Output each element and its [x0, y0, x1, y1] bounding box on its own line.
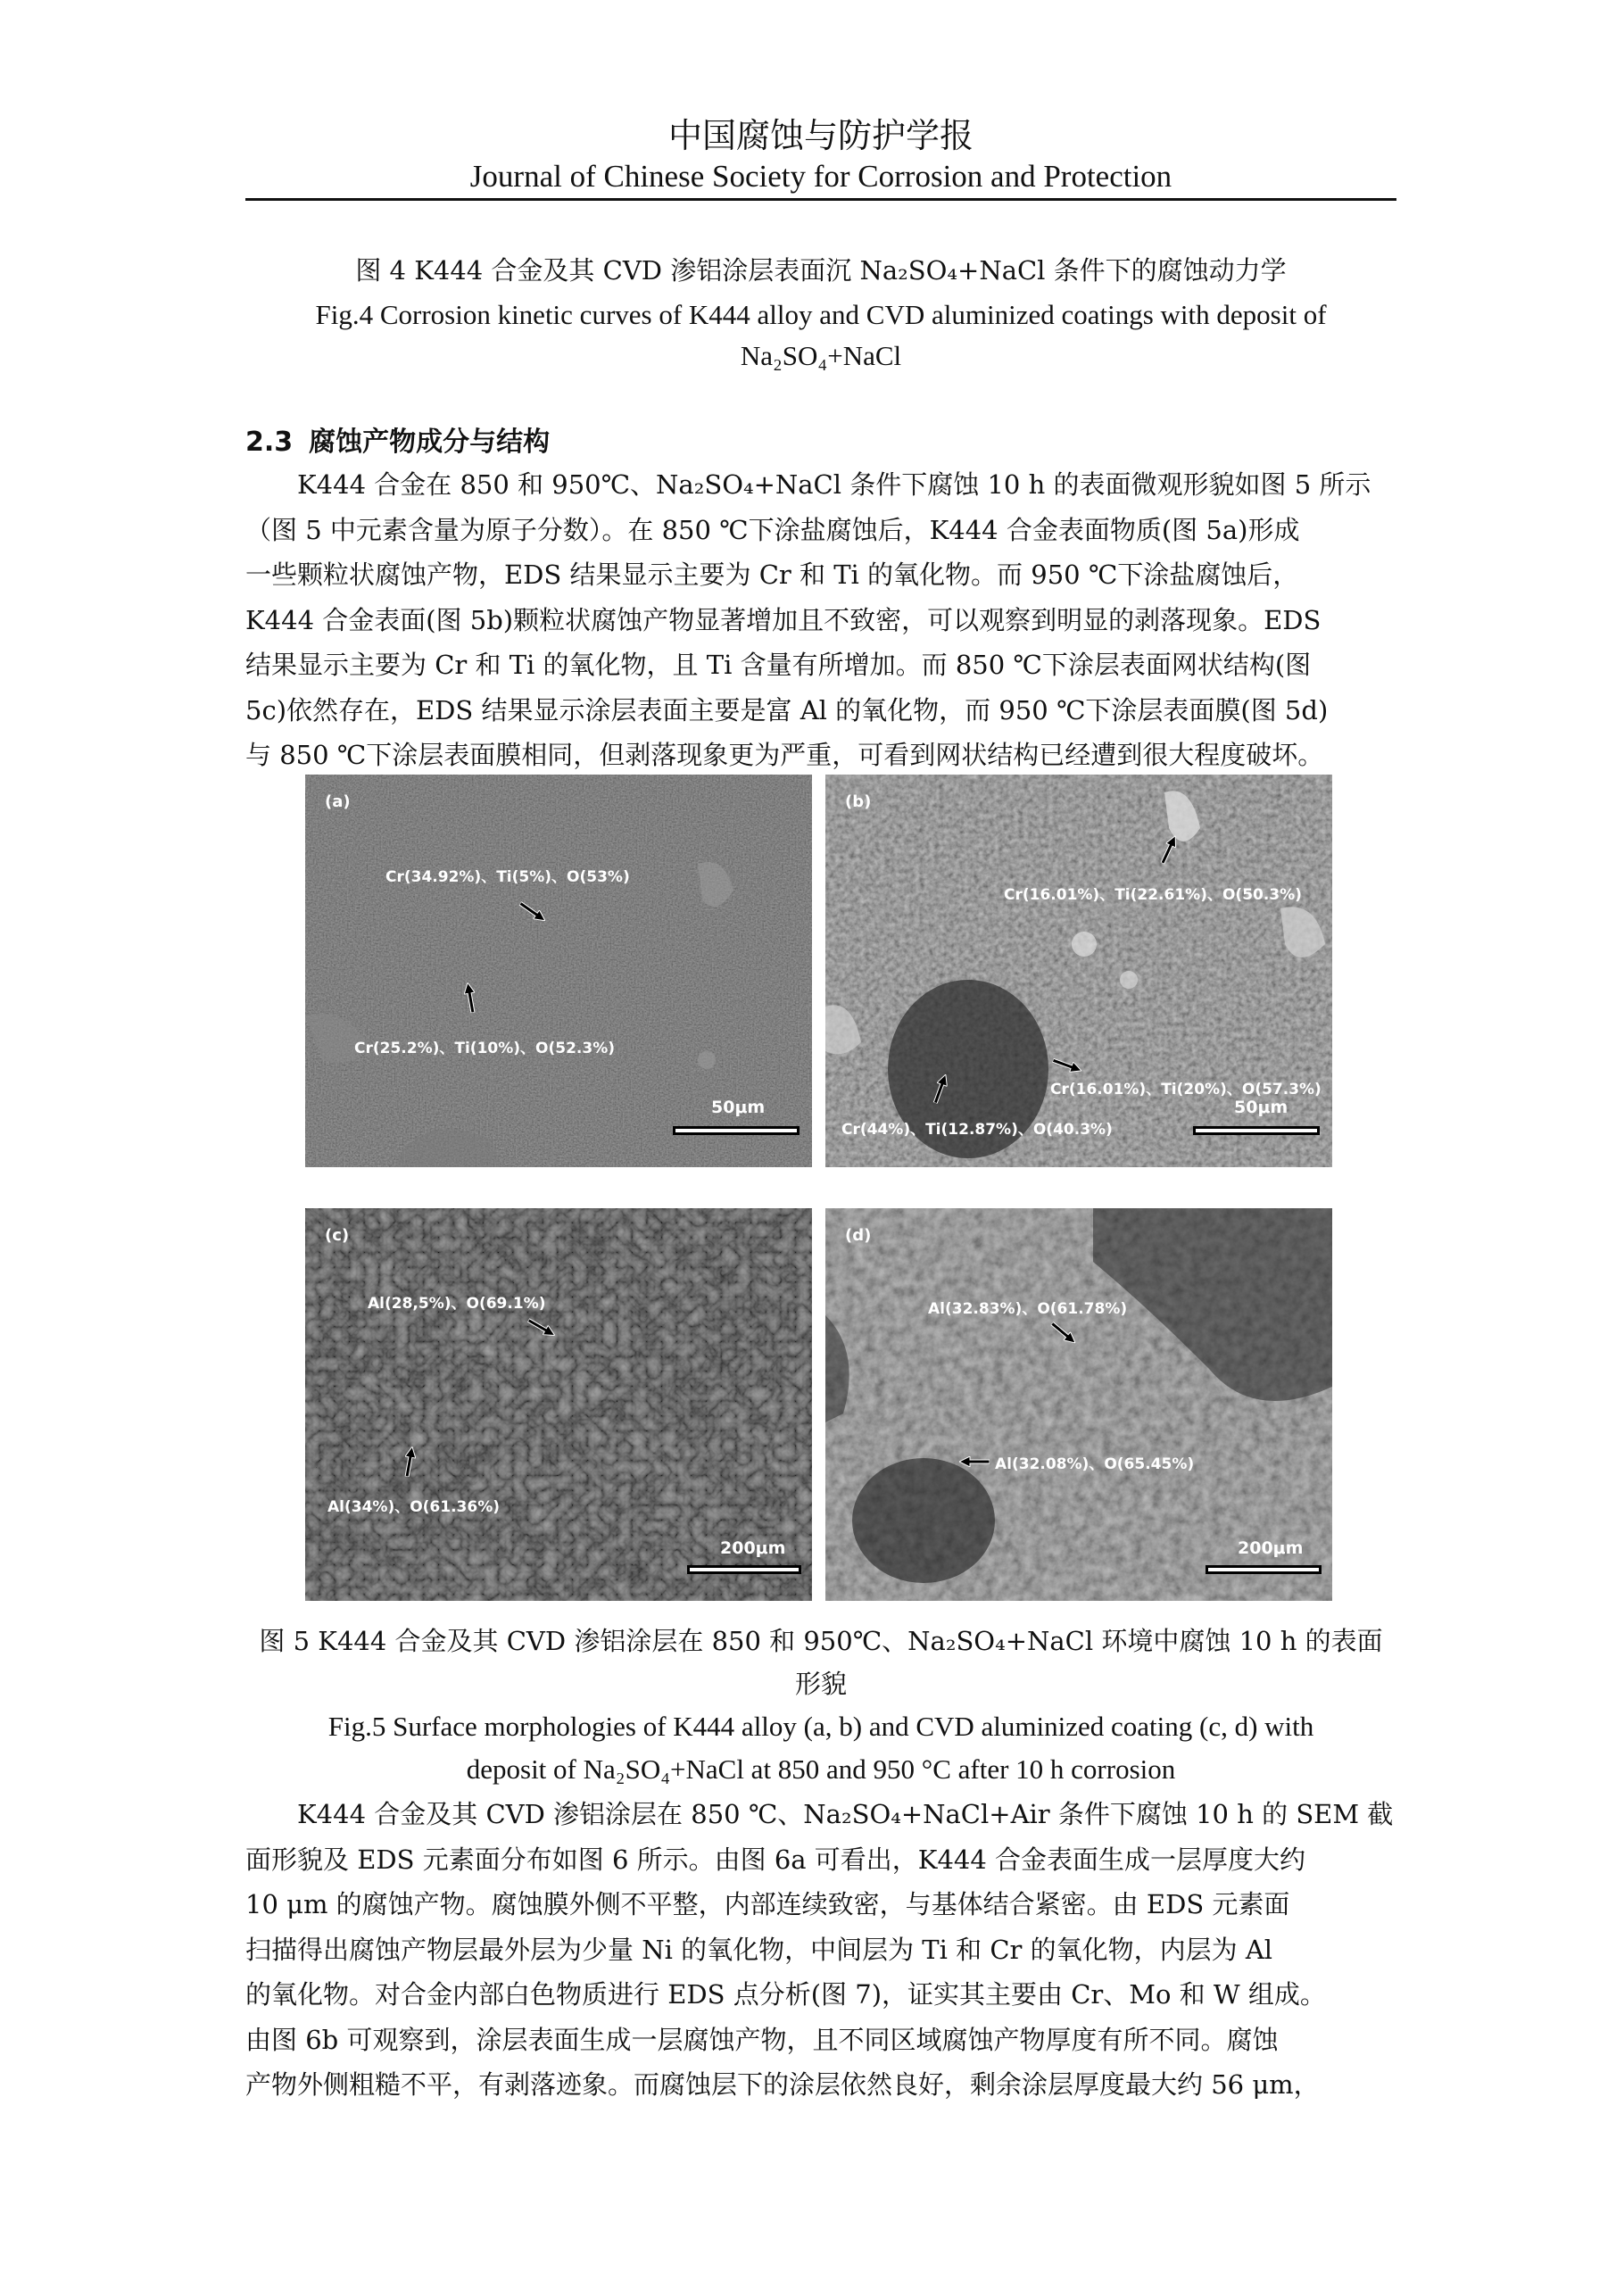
eds-annotation: Cr(25.2%)、Ti(10%)、O(52.3%): [354, 1040, 615, 1057]
arrow-icon: [959, 1456, 990, 1467]
eds-annotation: Al(34%)、O(61.36%): [327, 1498, 501, 1516]
eds-annotation: Cr(16.01%)、Ti(20%)、O(57.3%): [1050, 1081, 1322, 1098]
eds-annotation: Al(32.83%)、O(61.78%): [928, 1300, 1128, 1318]
fig5-caption-en-line1: Fig.5 Surface morphologies of K444 alloy (a, b) and CVD aluminized coating (c, d) with: [327, 1711, 1314, 1742]
paragraph-line: 一些颗粒状腐蚀产物，EDS 结果显示主要为 Cr 和 Ti 的氧化物。而 950 ℃下涂盐腐蚀后，: [245, 559, 1299, 590]
paragraph-line: 的氧化物。对合金内部白色物质进行 EDS 点分析(图 7)，证实其主要由 Cr、Mo 和 W 组成。: [245, 1979, 1326, 2010]
eds-annotation: Al(28,5%)、O(69.1%): [368, 1295, 546, 1313]
scale-bar: [687, 1565, 801, 1574]
eds-annotation: Cr(16.01%)、Ti(22.61%)、O(50.3%): [1004, 886, 1302, 904]
paragraph-line: （图 5 中元素含量为原子分数）。在 850 ℃下涂盐腐蚀后，K444 合金表面物质(图 5a)形成: [245, 514, 1300, 545]
fig4-caption-en-line2: Na₂SO₄+NaCl: [740, 340, 902, 371]
fig5-caption-cn-line2: 形貌: [794, 1669, 847, 1699]
paragraph-line: K444 合金及其 CVD 渗铝涂层在 850 ℃、Na₂SO₄+NaCl+Air 条件下腐蚀 10 h 的 SEM 截: [297, 1799, 1394, 1829]
fig5-caption-en-line2: deposit of Na₂SO₄+NaCl at 850 and 950 °C after 10 h corrosion: [466, 1753, 1176, 1785]
paragraph-line: 由图 6b 可观察到，涂层表面生成一层腐蚀产物，且不同区域腐蚀产物厚度有所不同。腐蚀: [245, 2024, 1279, 2055]
eds-annotation: Cr(34.92%)、Ti(5%)、O(53%): [385, 868, 630, 886]
paragraph-1: [245, 462, 1396, 778]
panel-label: (b): [845, 792, 872, 811]
eds-annotation: Cr(44%)、Ti(12.87%)、O(40.3%): [841, 1121, 1113, 1139]
paragraph-line: K444 合金表面(图 5b)颗粒状腐蚀产物显著增加且不致密，可以观察到明显的剥落现象。EDS: [245, 604, 1322, 635]
paragraph-line: 面形貌及 EDS 元素面分布如图 6 所示。由图 6a 可看出，K444 合金表面生成一层厚度大约: [245, 1844, 1306, 1875]
journal-title-en: Journal of Chinese Society for Corrosion and Protection: [469, 159, 1172, 194]
eds-annotation: Al(32.08%)、O(65.45%): [995, 1455, 1195, 1473]
paragraph-line: 5c)依然存在，EDS 结果显示涂层表面主要是富 Al 的氧化物，而 950 ℃下涂层表面膜(图 5d): [245, 694, 1329, 725]
paragraph-line: 产物外侧粗糙不平，有剥落迹象。而腐蚀层下的涂层依然良好，剩余涂层厚度最大约 56 μm，: [245, 2069, 1320, 2100]
panel-label: (a): [325, 792, 351, 811]
header-rule: [245, 198, 1396, 201]
paragraph-line: K444 合金在 850 和 950℃、Na₂SO₄+NaCl 条件下腐蚀 10 h 的表面微观形貌如图 5 所示: [297, 469, 1371, 500]
fig4-caption-cn: 图 4 K444 合金及其 CVD 渗铝涂层表面沉 Na₂SO₄+NaCl 条件下的腐蚀动力学: [355, 255, 1287, 286]
paragraph-line: 10 μm 的腐蚀产物。腐蚀膜外侧不平整，内部连续致密，与基体结合紧密。由 EDS 元素面: [245, 1889, 1290, 1919]
paragraph-line: 结果显示主要为 Cr 和 Ti 的氧化物，且 Ti 含量有所增加。而 850 ℃下涂层表面网状结构(图: [245, 650, 1312, 680]
paragraph-line: 与 850 ℃下涂层表面膜相同，但剥落现象更为严重，可看到网状结构已经遭到很大程度破坏。: [245, 740, 1324, 770]
scale-bar-label: 200μm: [720, 1538, 786, 1558]
paragraph-line: 扫描得出腐蚀产物层最外层为少量 Ni 的氧化物，中间层为 Ti 和 Cr 的氧化物，内层为 Al: [245, 1934, 1273, 1965]
panel-label: (d): [845, 1226, 872, 1245]
scale-bar: [673, 1126, 800, 1135]
sem-panel-d: [825, 1208, 1332, 1601]
scale-bar-label: 50μm: [1234, 1098, 1288, 1117]
section-title: 腐蚀产物成分与结构: [309, 427, 551, 458]
section-heading: [245, 419, 550, 459]
paragraph-2: [245, 1792, 1396, 2108]
fig4-caption-en-line1: Fig.4 Corrosion kinetic curves of K444 alloy and CVD aluminized coatings with deposit of: [315, 299, 1327, 330]
sem-panel-a: [305, 775, 812, 1167]
scale-bar-label: 50μm: [711, 1098, 766, 1117]
sem-panel-c: [305, 1208, 812, 1601]
journal-title-cn: 中国腐蚀与防护学报: [667, 116, 974, 155]
scale-bar: [1193, 1126, 1320, 1135]
section-number: 2.3: [245, 427, 294, 458]
scale-bar-label: 200μm: [1238, 1538, 1304, 1558]
panel-label: (c): [325, 1226, 350, 1245]
sem-panel-b: [825, 775, 1332, 1167]
scale-bar: [1206, 1565, 1322, 1574]
fig5-caption-cn-line1: 图 5 K444 合金及其 CVD 渗铝涂层在 850 和 950℃、Na₂SO₄+NaCl 环境中腐蚀 10 h 的表面: [259, 1626, 1383, 1656]
